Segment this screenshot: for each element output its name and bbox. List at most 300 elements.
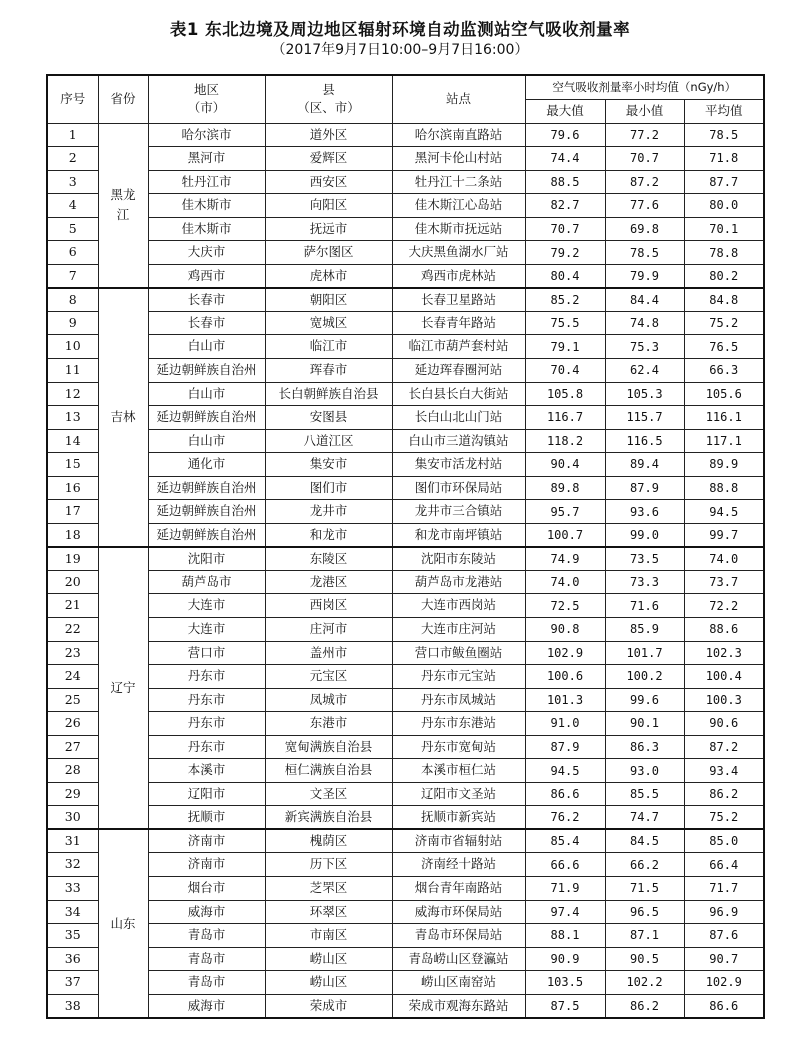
cell-city: 丹东市: [148, 688, 265, 712]
header-max: 最大值: [525, 99, 605, 123]
cell-max: 100.7: [525, 523, 605, 547]
cell-min: 89.4: [605, 453, 684, 477]
cell-seq: 3: [47, 170, 98, 194]
cell-county: 盖州市: [265, 641, 392, 665]
table-row: [47, 500, 764, 524]
cell-seq: 18: [47, 523, 98, 547]
cell-seq: 9: [47, 311, 98, 335]
cell-max: 82.7: [525, 194, 605, 218]
cell-max: 118.2: [525, 429, 605, 453]
cell-avg: 100.4: [684, 665, 764, 689]
cell-county: 崂山区: [265, 971, 392, 995]
cell-city: 长春市: [148, 311, 265, 335]
cell-county: 凤城市: [265, 688, 392, 712]
cell-station: 辽阳市文圣站: [392, 782, 525, 806]
cell-max: 85.2: [525, 288, 605, 312]
table-row: [47, 547, 764, 571]
header-province: 省份: [98, 75, 148, 123]
cell-station: 烟台青年南路站: [392, 877, 525, 901]
cell-avg: 96.9: [684, 900, 764, 924]
cell-county: 新宾满族自治县: [265, 806, 392, 830]
cell-county: 荣成市: [265, 994, 392, 1018]
cell-station: 长春青年路站: [392, 311, 525, 335]
cell-county: 宽甸满族自治县: [265, 735, 392, 759]
cell-max: 90.9: [525, 947, 605, 971]
cell-min: 100.2: [605, 665, 684, 689]
cell-max: 74.4: [525, 147, 605, 171]
header-station: 站点: [392, 75, 525, 123]
cell-min: 90.5: [605, 947, 684, 971]
cell-seq: 20: [47, 570, 98, 594]
cell-city: 烟台市: [148, 877, 265, 901]
table-row: [47, 311, 764, 335]
cell-city: 白山市: [148, 335, 265, 359]
table-title: 表1 东北边境及周边地区辐射环境自动监测站空气吸收剂量率: [169, 20, 631, 39]
cell-county: 西安区: [265, 170, 392, 194]
cell-max: 90.8: [525, 617, 605, 641]
cell-avg: 88.6: [684, 617, 764, 641]
cell-city: 青岛市: [148, 947, 265, 971]
cell-max: 79.1: [525, 335, 605, 359]
cell-station: 抚顺市新宾站: [392, 806, 525, 830]
cell-avg: 70.1: [684, 217, 764, 241]
cell-avg: 116.1: [684, 406, 764, 430]
cell-county: 朝阳区: [265, 288, 392, 312]
cell-station: 济南经十路站: [392, 853, 525, 877]
table-row: [47, 712, 764, 736]
cell-avg: 71.7: [684, 877, 764, 901]
header-dose-group: 空气吸收剂量率小时均值（nGy/h）: [525, 75, 764, 99]
cell-seq: 2: [47, 147, 98, 171]
cell-station: 长白县长白大街站: [392, 382, 525, 406]
cell-county: 道外区: [265, 123, 392, 147]
cell-city: 大连市: [148, 617, 265, 641]
header-min: 最小值: [605, 99, 684, 123]
cell-min: 85.5: [605, 782, 684, 806]
cell-city: 哈尔滨市: [148, 123, 265, 147]
cell-city: 延边朝鲜族自治州: [148, 406, 265, 430]
cell-county: 环翠区: [265, 900, 392, 924]
cell-city: 延边朝鲜族自治州: [148, 358, 265, 382]
table-row: [47, 594, 764, 618]
cell-seq: 5: [47, 217, 98, 241]
cell-city: 辽阳市: [148, 782, 265, 806]
header-city: [148, 75, 265, 123]
cell-avg: 105.6: [684, 382, 764, 406]
cell-county: 抚远市: [265, 217, 392, 241]
cell-min: 84.5: [605, 829, 684, 853]
cell-city: 延边朝鲜族自治州: [148, 523, 265, 547]
cell-max: 89.8: [525, 476, 605, 500]
cell-county: 八道江区: [265, 429, 392, 453]
cell-seq: 35: [47, 924, 98, 948]
cell-max: 88.5: [525, 170, 605, 194]
table-row: [47, 123, 764, 147]
cell-seq: 8: [47, 288, 98, 312]
cell-seq: 26: [47, 712, 98, 736]
cell-seq: 38: [47, 994, 98, 1018]
cell-max: 85.4: [525, 829, 605, 853]
cell-seq: 21: [47, 594, 98, 618]
cell-county: 崂山区: [265, 947, 392, 971]
cell-avg: 66.4: [684, 853, 764, 877]
cell-avg: 80.2: [684, 264, 764, 288]
cell-county: 庄河市: [265, 617, 392, 641]
cell-min: 96.5: [605, 900, 684, 924]
cell-city: 黑河市: [148, 147, 265, 171]
cell-city: 营口市: [148, 641, 265, 665]
cell-min: 115.7: [605, 406, 684, 430]
table-row: [47, 665, 764, 689]
table-row: [47, 829, 764, 853]
cell-city: 济南市: [148, 853, 265, 877]
cell-seq: 17: [47, 500, 98, 524]
cell-city: 长春市: [148, 288, 265, 312]
cell-min: 87.1: [605, 924, 684, 948]
cell-seq: 10: [47, 335, 98, 359]
cell-seq: 37: [47, 971, 98, 995]
cell-min: 66.2: [605, 853, 684, 877]
cell-max: 80.4: [525, 264, 605, 288]
cell-avg: 75.2: [684, 806, 764, 830]
cell-seq: 4: [47, 194, 98, 218]
cell-station: 佳木斯江心岛站: [392, 194, 525, 218]
cell-city: 牡丹江市: [148, 170, 265, 194]
cell-seq: 7: [47, 264, 98, 288]
cell-min: 105.3: [605, 382, 684, 406]
table-row: [47, 358, 764, 382]
cell-city: 本溪市: [148, 759, 265, 783]
cell-avg: 102.3: [684, 641, 764, 665]
cell-max: 79.6: [525, 123, 605, 147]
table-row: [47, 617, 764, 641]
cell-station: 营口市鲅鱼圈站: [392, 641, 525, 665]
cell-city: 鸡西市: [148, 264, 265, 288]
cell-min: 101.7: [605, 641, 684, 665]
cell-county: 图们市: [265, 476, 392, 500]
cell-avg: 87.2: [684, 735, 764, 759]
cell-city: 青岛市: [148, 924, 265, 948]
cell-seq: 14: [47, 429, 98, 453]
cell-min: 116.5: [605, 429, 684, 453]
cell-city: 青岛市: [148, 971, 265, 995]
cell-min: 73.5: [605, 547, 684, 571]
cell-city: 通化市: [148, 453, 265, 477]
table-row: [47, 806, 764, 830]
cell-avg: 89.9: [684, 453, 764, 477]
cell-station: 佳木斯市抚远站: [392, 217, 525, 241]
header-county-line1: 县: [322, 81, 335, 97]
cell-seq: 36: [47, 947, 98, 971]
cell-avg: 73.7: [684, 570, 764, 594]
cell-min: 102.2: [605, 971, 684, 995]
cell-min: 79.9: [605, 264, 684, 288]
cell-station: 大庆黑鱼湖水厂站: [392, 241, 525, 265]
cell-county: 龙港区: [265, 570, 392, 594]
cell-county: 珲春市: [265, 358, 392, 382]
cell-min: 77.2: [605, 123, 684, 147]
cell-county: 槐荫区: [265, 829, 392, 853]
table-row: [47, 170, 764, 194]
province-label-line: 吉林: [110, 409, 136, 425]
cell-min: 74.7: [605, 806, 684, 830]
cell-min: 74.8: [605, 311, 684, 335]
cell-max: 66.6: [525, 853, 605, 877]
table-row: [47, 406, 764, 430]
table-row: [47, 288, 764, 312]
cell-city: 白山市: [148, 382, 265, 406]
cell-max: 86.6: [525, 782, 605, 806]
cell-min: 85.9: [605, 617, 684, 641]
cell-seq: 16: [47, 476, 98, 500]
cell-station: 丹东市东港站: [392, 712, 525, 736]
cell-min: 86.2: [605, 994, 684, 1018]
cell-county: 桓仁满族自治县: [265, 759, 392, 783]
cell-seq: 11: [47, 358, 98, 382]
cell-min: 71.5: [605, 877, 684, 901]
cell-min: 73.3: [605, 570, 684, 594]
province-label-line: 山东: [110, 915, 136, 931]
cell-station: 长白山北山门站: [392, 406, 525, 430]
cell-station: 本溪市桓仁站: [392, 759, 525, 783]
cell-min: 87.2: [605, 170, 684, 194]
cell-station: 威海市环保局站: [392, 900, 525, 924]
cell-min: 90.1: [605, 712, 684, 736]
cell-max: 100.6: [525, 665, 605, 689]
cell-station: 白山市三道沟镇站: [392, 429, 525, 453]
province-label-line: 辽宁: [110, 680, 136, 696]
cell-avg: 85.0: [684, 829, 764, 853]
cell-county: 历下区: [265, 853, 392, 877]
cell-station: 大连市庄河站: [392, 617, 525, 641]
cell-city: 济南市: [148, 829, 265, 853]
cell-max: 70.4: [525, 358, 605, 382]
table-row: [47, 429, 764, 453]
cell-seq: 19: [47, 547, 98, 571]
cell-city: 葫芦岛市: [148, 570, 265, 594]
province-label-line: 黑龙: [110, 187, 136, 203]
cell-max: 97.4: [525, 900, 605, 924]
cell-province: [98, 123, 148, 288]
province-label-line: 江: [116, 207, 130, 223]
cell-station: 龙井市三合镇站: [392, 500, 525, 524]
cell-seq: 32: [47, 853, 98, 877]
cell-city: 白山市: [148, 429, 265, 453]
cell-seq: 31: [47, 829, 98, 853]
table-body: [47, 123, 764, 1018]
table-row: [47, 194, 764, 218]
cell-avg: 78.8: [684, 241, 764, 265]
cell-max: 95.7: [525, 500, 605, 524]
cell-station: 哈尔滨南直路站: [392, 123, 525, 147]
table-row: [47, 947, 764, 971]
cell-city: 丹东市: [148, 735, 265, 759]
cell-seq: 27: [47, 735, 98, 759]
cell-county: 西岗区: [265, 594, 392, 618]
cell-min: 87.9: [605, 476, 684, 500]
cell-county: 市南区: [265, 924, 392, 948]
table-row: [47, 877, 764, 901]
cell-max: 75.5: [525, 311, 605, 335]
cell-station: 长春卫星路站: [392, 288, 525, 312]
cell-avg: 76.5: [684, 335, 764, 359]
cell-max: 87.9: [525, 735, 605, 759]
cell-seq: 28: [47, 759, 98, 783]
cell-max: 116.7: [525, 406, 605, 430]
cell-min: 77.6: [605, 194, 684, 218]
cell-max: 79.2: [525, 241, 605, 265]
cell-seq: 22: [47, 617, 98, 641]
cell-avg: 78.5: [684, 123, 764, 147]
cell-min: 75.3: [605, 335, 684, 359]
cell-station: 大连市西岗站: [392, 594, 525, 618]
table-row: [47, 147, 764, 171]
cell-station: 崂山区南窑站: [392, 971, 525, 995]
header-county: [265, 75, 392, 123]
header-city-line2: （市）: [187, 100, 226, 116]
table-row: [47, 782, 764, 806]
cell-county: 向阳区: [265, 194, 392, 218]
cell-station: 鸡西市虎林站: [392, 264, 525, 288]
cell-province: [98, 547, 148, 830]
table-row: [47, 476, 764, 500]
cell-city: 抚顺市: [148, 806, 265, 830]
cell-max: 103.5: [525, 971, 605, 995]
cell-city: 威海市: [148, 994, 265, 1018]
cell-station: 济南市省辐射站: [392, 829, 525, 853]
cell-avg: 90.6: [684, 712, 764, 736]
cell-province: [98, 829, 148, 1017]
cell-station: 和龙市南坪镇站: [392, 523, 525, 547]
cell-county: 芝罘区: [265, 877, 392, 901]
cell-seq: 29: [47, 782, 98, 806]
cell-station: 丹东市凤城站: [392, 688, 525, 712]
cell-max: 72.5: [525, 594, 605, 618]
cell-city: 佳木斯市: [148, 194, 265, 218]
table-row: [47, 523, 764, 547]
cell-avg: 93.4: [684, 759, 764, 783]
cell-county: 和龙市: [265, 523, 392, 547]
cell-avg: 94.5: [684, 500, 764, 524]
cell-seq: 1: [47, 123, 98, 147]
cell-city: 丹东市: [148, 712, 265, 736]
cell-avg: 72.2: [684, 594, 764, 618]
table-row: [47, 382, 764, 406]
cell-seq: 6: [47, 241, 98, 265]
cell-max: 94.5: [525, 759, 605, 783]
cell-county: 龙井市: [265, 500, 392, 524]
cell-province: [98, 288, 148, 547]
header-avg: 平均值: [684, 99, 764, 123]
table-row: [47, 924, 764, 948]
cell-station: 牡丹江十二条站: [392, 170, 525, 194]
cell-county: 爱辉区: [265, 147, 392, 171]
cell-station: 图们市环保局站: [392, 476, 525, 500]
cell-station: 黑河卡伦山村站: [392, 147, 525, 171]
cell-max: 74.0: [525, 570, 605, 594]
cell-avg: 117.1: [684, 429, 764, 453]
cell-station: 临江市葫芦套村站: [392, 335, 525, 359]
table-row: [47, 853, 764, 877]
cell-min: 62.4: [605, 358, 684, 382]
table-row: [47, 217, 764, 241]
table-row: [47, 759, 764, 783]
cell-seq: 12: [47, 382, 98, 406]
cell-avg: 87.7: [684, 170, 764, 194]
cell-seq: 33: [47, 877, 98, 901]
cell-county: 元宝区: [265, 665, 392, 689]
table-row: [47, 994, 764, 1018]
cell-max: 105.8: [525, 382, 605, 406]
cell-city: 威海市: [148, 900, 265, 924]
cell-county: 临江市: [265, 335, 392, 359]
cell-station: 青岛崂山区登瀛站: [392, 947, 525, 971]
cell-min: 78.5: [605, 241, 684, 265]
cell-city: 延边朝鲜族自治州: [148, 476, 265, 500]
table-row: [47, 735, 764, 759]
cell-station: 荣成市观海东路站: [392, 994, 525, 1018]
cell-avg: 80.0: [684, 194, 764, 218]
cell-max: 71.9: [525, 877, 605, 901]
cell-avg: 84.8: [684, 288, 764, 312]
cell-avg: 102.9: [684, 971, 764, 995]
cell-min: 93.0: [605, 759, 684, 783]
cell-city: 佳木斯市: [148, 217, 265, 241]
cell-min: 71.6: [605, 594, 684, 618]
cell-station: 青岛市环保局站: [392, 924, 525, 948]
cell-avg: 75.2: [684, 311, 764, 335]
cell-county: 文圣区: [265, 782, 392, 806]
cell-city: 大庆市: [148, 241, 265, 265]
cell-min: 70.7: [605, 147, 684, 171]
cell-max: 102.9: [525, 641, 605, 665]
cell-station: 丹东市元宝站: [392, 665, 525, 689]
table-row: [47, 570, 764, 594]
cell-min: 84.4: [605, 288, 684, 312]
cell-max: 76.2: [525, 806, 605, 830]
cell-county: 长白朝鲜族自治县: [265, 382, 392, 406]
cell-seq: 34: [47, 900, 98, 924]
header-city-line1: 地区: [193, 81, 219, 97]
cell-max: 90.4: [525, 453, 605, 477]
header-county-line2: （区、市）: [297, 100, 360, 116]
cell-seq: 25: [47, 688, 98, 712]
header-seq: 序号: [47, 75, 98, 123]
cell-avg: 88.8: [684, 476, 764, 500]
cell-min: 93.6: [605, 500, 684, 524]
cell-station: 沈阳市东陵站: [392, 547, 525, 571]
cell-county: 东港市: [265, 712, 392, 736]
cell-city: 沈阳市: [148, 547, 265, 571]
table-row: [47, 971, 764, 995]
cell-seq: 23: [47, 641, 98, 665]
table-row: [47, 335, 764, 359]
cell-avg: 90.7: [684, 947, 764, 971]
cell-county: 萨尔图区: [265, 241, 392, 265]
table-row: [47, 241, 764, 265]
cell-county: 安图县: [265, 406, 392, 430]
cell-min: 99.6: [605, 688, 684, 712]
cell-max: 70.7: [525, 217, 605, 241]
cell-station: 延边珲春圈河站: [392, 358, 525, 382]
cell-min: 69.8: [605, 217, 684, 241]
cell-county: 虎林市: [265, 264, 392, 288]
radiation-dose-table: [46, 74, 765, 1019]
cell-county: 宽城区: [265, 311, 392, 335]
cell-max: 101.3: [525, 688, 605, 712]
cell-station: 集安市活龙村站: [392, 453, 525, 477]
table-row: [47, 453, 764, 477]
